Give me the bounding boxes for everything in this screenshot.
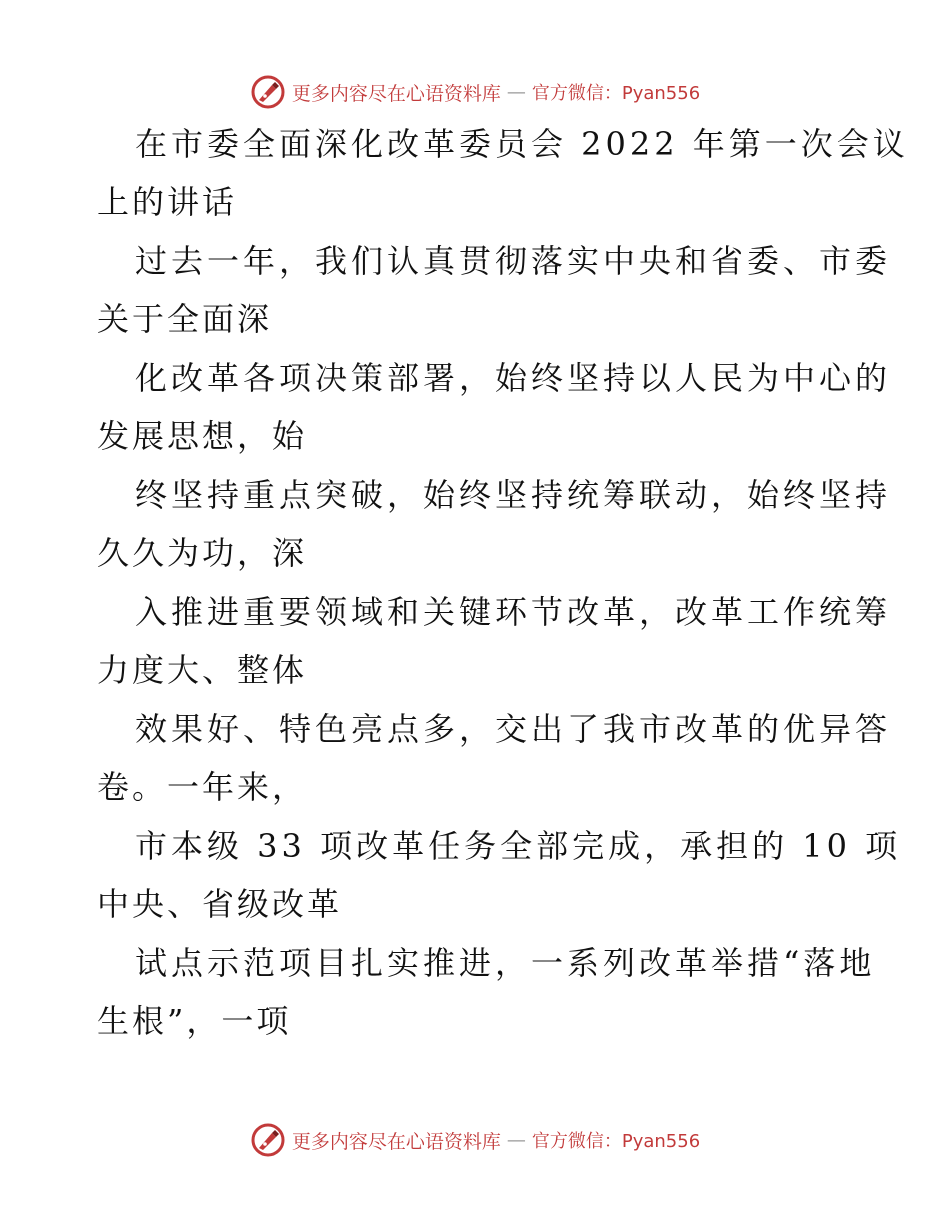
banner-site-name: 更多内容尽在心语资料库 bbox=[291, 82, 501, 105]
paragraph-line: 力度大、整体 bbox=[97, 651, 308, 689]
paragraph-line: 中央、省级改革 bbox=[97, 885, 343, 923]
paragraph-line: 关于全面深 bbox=[97, 300, 273, 338]
paragraph-line: 发展思想，始 bbox=[97, 417, 308, 455]
paragraph-line: 效果好、特色亮点多，交出了我市改革的优异答 bbox=[135, 710, 892, 748]
banner-separator: — bbox=[506, 1129, 526, 1151]
paragraph-line: 化改革各项决策部署，始终坚持以人民为中心的 bbox=[135, 359, 892, 397]
paragraph-line: 生根”，一项 bbox=[97, 1002, 292, 1040]
banner-wechat-id: 官方微信：Pyan556 bbox=[531, 83, 701, 104]
pen-nib-logo-icon bbox=[250, 74, 286, 110]
paragraph-line: 卷。一年来， bbox=[97, 768, 308, 806]
paragraph-line: 过去一年，我们认真贯彻落实中央和省委、市委 bbox=[135, 242, 892, 280]
pen-nib-logo-icon bbox=[250, 1122, 286, 1158]
paragraph-line: 终坚持重点突破，始终坚持统筹联动，始终坚持 bbox=[135, 476, 892, 514]
title-line-2: 上的讲话 bbox=[97, 183, 238, 221]
paragraph-line: 试点示范项目扎实推进，一系列改革举措“落地 bbox=[135, 944, 876, 982]
paragraph-line: 久久为功，深 bbox=[97, 534, 308, 572]
header-banner bbox=[0, 72, 950, 112]
footer-banner bbox=[0, 1120, 950, 1160]
banner-site-name: 更多内容尽在心语资料库 bbox=[291, 1130, 501, 1153]
banner-wechat-id: 官方微信：Pyan556 bbox=[531, 1131, 701, 1152]
paragraph-line: 市本级 33 项改革任务全部完成，承担的 10 项 bbox=[135, 827, 902, 865]
title-line-1: 在市委全面深化改革委员会 2022 年第一次会议 bbox=[135, 125, 909, 163]
banner-separator: — bbox=[506, 81, 526, 103]
paragraph-line: 入推进重要领域和关键环节改革，改革工作统筹 bbox=[135, 593, 892, 631]
